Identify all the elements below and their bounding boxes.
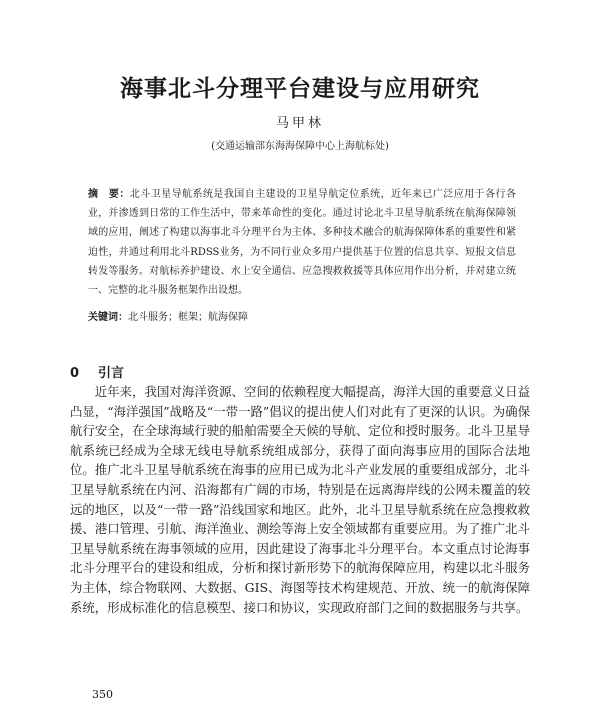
keywords [88,310,516,326]
section-number: 0 [70,366,80,381]
author-name: 马甲林 [275,116,324,131]
section-title: 引言 [98,366,125,381]
paper-title: 海事北斗分理平台建设与应用研究 [120,76,480,102]
page-number: 350 [92,688,113,701]
author-affiliation: (交通运输部东海海保障中心上海航标处) [211,141,389,152]
abstract [88,185,516,300]
body-paragraph: 近年来，我国对海洋资源、空间的依赖程度大幅提高，海洋大国的重要意义日益凸显，“海洋强国”战略及“一带一路”倡议的提出使人们对此有了更深的认识。为确保航行安全，在全球海域行驶的船舶需要全天候的导航、定位和授时服务。北斗卫星导航系统已经成为全球无线电导航系统组成部分，获得了面向海事应用的国际合法地位。推广北斗卫星导航系统在海事的应用已成为北斗产业发展的重要组成部分，北斗卫星导航系统在内河、沿海都有广阔的市场，特别是在远离海岸线的公网未覆盖的较远的地区，以及“一带一路”沿线国家和地区。此外，北斗卫星导航系统在应急搜救救援、港口管理、引航、海洋渔业、测绘等海上安全领域都有重要应用。为了推广北斗卫星导航系统在海事领域的应用，因此建设了海事北斗分理平台。本文重点讨论海事北斗分理平台的建设和组成，分析和探讨新形势下的航海保障应用，构建以北斗服务为主体，综合物联网、大数据、GIS、海图等技术构建规范、开放、统一的航海保障系统，形成标准化的信息模型、接口和协议，实现政府部门之间的数据服务与共享。 [70,384,530,615]
section-heading [70,362,124,381]
abstract-label: 摘 要： [88,189,130,200]
abstract-text: 北斗卫星导航系统是我国自主建设的卫星导航定位系统，近年来已广泛应用于各行各业，并渗透到日常的工作生活中，带来革命性的变化。通过讨论北斗卫星导航系统在航海保障领域的应用，阐述了构建以海事北斗分理平台为主体、多种技术融合的航海保障体系的重要性和紧迫性，并通过利用北斗RDSS业务，为不同行业众多用户提供基于位置的信息共享、短报文信息转发等服务。对航标养护建设、水上安全通信、应急搜救救援等具体应用作出分析，并对建立统一、完整的北斗服务框架作出设想。 [88,189,517,297]
keywords-text: 北斗服务；框架；航海保障 [128,312,248,323]
keywords-label: 关键词： [88,312,128,323]
